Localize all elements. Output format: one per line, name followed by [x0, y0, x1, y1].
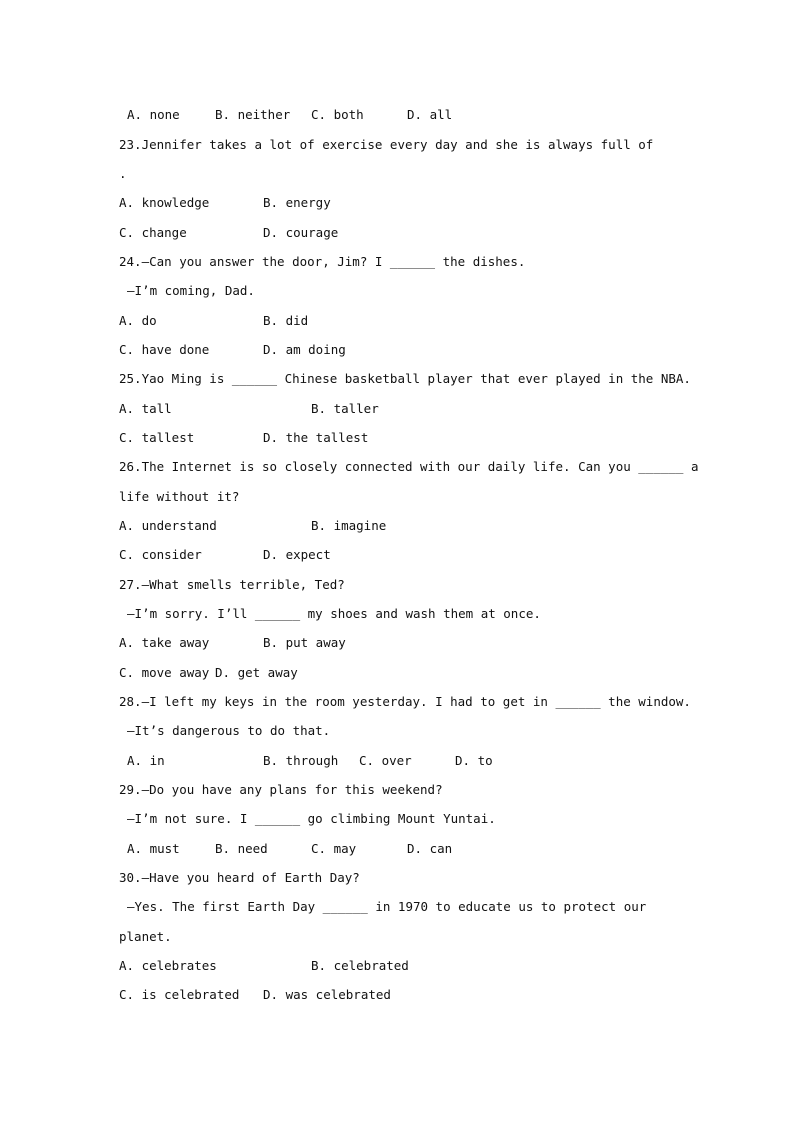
q30-option-b: B. celebrated: [311, 958, 409, 973]
q27-option-b: B. put away: [263, 635, 346, 650]
q27-stem: 27.—What smells terrible, Ted?: [119, 577, 345, 592]
q24-reply: —I’m coming, Dad.: [127, 283, 255, 298]
q23-option-c: C. change: [119, 225, 187, 240]
q24-option-d: D. am doing: [263, 342, 346, 357]
q23-option-d: D. courage: [263, 225, 339, 240]
q25-option-c: C. tallest: [119, 430, 195, 445]
q26-stem: 26.The Internet is so closely connected with our daily life. Can you ______ a: [119, 459, 699, 474]
q26-option-d: D. expect: [263, 547, 331, 562]
q30-reply-cont: planet.: [119, 929, 172, 944]
q25-option-a: A. tall: [119, 401, 172, 416]
q28-option-d: D. to: [455, 753, 493, 768]
q29-reply: —I’m not sure. I ______ go climbing Mount Yuntai.: [127, 811, 496, 826]
q27-reply: —I’m sorry. I’ll ______ my shoes and wash them at once.: [127, 606, 541, 621]
q27-option-a: A. take away: [119, 635, 210, 650]
q30-reply: —Yes. The first Earth Day ______ in 1970 to educate us to protect our: [127, 899, 647, 914]
q28-option-a: A. in: [127, 753, 165, 768]
q29-option-d: D. can: [407, 841, 453, 856]
q29-stem: 29.—Do you have any plans for this weekend?: [119, 782, 443, 797]
q30-option-d: D. was celebrated: [263, 987, 391, 1002]
q30-stem: 30.—Have you heard of Earth Day?: [119, 870, 360, 885]
q30-option-a: A. celebrates: [119, 958, 217, 973]
q29-option-c: C. may: [311, 841, 357, 856]
q28-stem: 28.—I left my keys in the room yesterday. I had to get in ______ the window.: [119, 694, 691, 709]
q24-option-b: B. did: [263, 313, 309, 328]
q27-option-c: C. move away: [119, 665, 210, 680]
q24-stem: 24.—Can you answer the door, Jim? I ______ the dishes.: [119, 254, 526, 269]
q22-option-d: D. all: [407, 107, 453, 122]
q30-option-c: C. is celebrated: [119, 987, 240, 1002]
q30-options-row2: [119, 987, 391, 1035]
q26-stem-cont: life without it?: [119, 489, 240, 504]
q26-option-c: C. consider: [119, 547, 202, 562]
q25-option-d: D. the tallest: [263, 430, 369, 445]
q28-option-c: C. over: [359, 753, 412, 768]
q23-stem-cont: .: [119, 166, 127, 181]
q26-option-b: B. imagine: [311, 518, 387, 533]
q28-reply: —It’s dangerous to do that.: [127, 723, 331, 738]
q24-option-c: C. have done: [119, 342, 210, 357]
q22-option-b: B. neither: [215, 107, 291, 122]
q29-option-b: B. need: [215, 841, 268, 856]
q22-option-a: A. none: [127, 107, 180, 122]
q29-option-a: A. must: [127, 841, 180, 856]
q25-option-b: B. taller: [311, 401, 379, 416]
q23-option-a: A. knowledge: [119, 195, 210, 210]
q26-option-a: A. understand: [119, 518, 217, 533]
q23-option-b: B. energy: [263, 195, 331, 210]
q24-option-a: A. do: [119, 313, 157, 328]
q27-option-d: D. get away: [215, 665, 298, 680]
q28-option-b: B. through: [263, 753, 339, 768]
q23-stem: 23.Jennifer takes a lot of exercise every day and she is always full of: [119, 137, 654, 152]
q25-stem: 25.Yao Ming is ______ Chinese basketball player that ever played in the NBA.: [119, 371, 691, 386]
q22-option-c: C. both: [311, 107, 364, 122]
